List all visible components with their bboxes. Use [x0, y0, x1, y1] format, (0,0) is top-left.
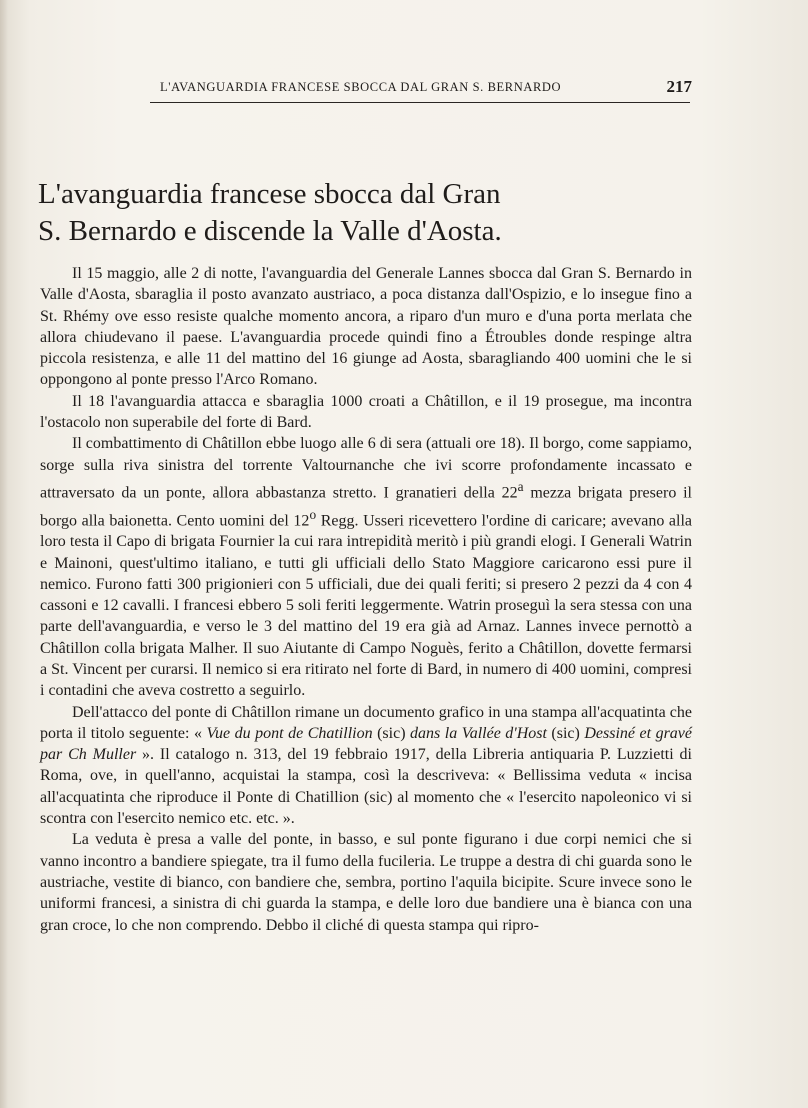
page-number: 217	[666, 77, 692, 96]
print-title-italic-3: Dessiné et gravé par Ch Muller	[40, 724, 693, 764]
running-title: L'AVANGUARDIA FRANCESE SBOCCA DAL GRAN S. BERNARDO	[160, 80, 562, 94]
superscript-o: o	[309, 506, 317, 522]
paragraph-1: Il 15 maggio, alle 2 di notte, l'avanguardia del Generale Lannes sbocca dal Gran S. Bernardo in Valle d'Aosta, sbaraglia il posto avanzato austriaco, a poca distanza dall'Ospizio, e lo insegue fino a St. Rhémy ove esso resiste qualche momento ancora, a riparo d'un muro e d'una porta merlata che allora chiudevano il paese. L'avanguardia procede quindi fino a Étroubles donde respinge altra piccola resistenza, e alle 11 del mattino del 16 giunge ad Aosta, sbaragliando 400 uomini che le si oppongono al ponte presso l'Arco Romano.	[40, 265, 692, 389]
header-rule	[150, 102, 690, 103]
page-gutter-shadow	[0, 0, 8, 1108]
print-title-italic-1: Vue du pont de Chatillion	[206, 724, 373, 742]
paragraph-3-part-c: Regg. Usseri ricevettero l'ordine di caricare; avevano alla loro testa il Capo di brigata Fournier la cui rara intrepidità meritò i più grandi elogi. I Generali Watrin e Mainoni, quest'ultimo italiano, e tutti gli ufficiali dello Stato Maggiore caricarono essi pure il nemico. Furono fatti 300 prigionieri con 5 ufficiali, due dei quali feriti; si presero 2 pezzi da 4 con 4 cassoni e 12 cavalli. I francesi ebbero 5 soli feriti leggermente. Watrin proseguì la sera stessa con una parte dell'avanguardia, e verso le 3 del mattino del 19 era già ad Arnaz. Lannes invece pernottò a Châtillon colla brigata Malher. Il suo Aiutante di Campo Noguès, ferito a Châtillon, dovette fermarsi a St. Vincent per curarsi. Il nemico si era ritirato nel forte di Bard, in numero di 400 uomini, compresi i contadini che aveva costretto a seguirlo.	[40, 511, 693, 700]
paragraph-4-part-a: Dell'attacco del ponte di Châtillon rimane un documento grafico in una stampa all'acquatinta che porta il titolo seguente: «	[40, 703, 692, 742]
paragraph-4-part-d: ». Il catalogo n. 313, del 19 febbraio 1917, della Libreria antiquaria P. Luzzietti di Roma, ove, in quell'anno, acquistai la stampa, così la descriveva: « Bellissima veduta « incisa all'acquatinta che riproduce il Ponte di Chatillion (sic) al momento che « l'esercito napoleonico vi si scontra con l'esercito nemico etc. etc. ».	[40, 746, 692, 828]
chapter-title	[38, 176, 678, 250]
chapter-title-line-2: S. Bernardo e discende la Valle d'Aosta.	[38, 215, 502, 247]
paragraph-4-part-c: (sic)	[546, 724, 585, 742]
paragraph-4-part-b: (sic)	[372, 724, 411, 742]
superscript-a: a	[517, 478, 524, 494]
chapter-title-line-1: L'avanguardia francese sbocca dal Gran	[38, 178, 501, 210]
paragraph-3-part-a: Il combattimento di Châtillon ebbe luogo alle 6 di sera (attuali ore 18). Il borgo, come sappiamo, sorge sulla riva sinistra del torrente Valtournanche che ivi scorre profondamente incassato e attraversato da un ponte, allora abbastanza stretto. I granatieri della 22	[40, 435, 692, 502]
print-title-italic-2: dans la Vallée d'Host	[410, 724, 547, 742]
paragraph-4	[40, 702, 692, 830]
paragraph-2: Il 18 l'avanguardia attacca e sbaraglia 1000 croati a Châtillon, e il 19 prosegue, ma incontra l'ostacolo non superabile del forte di Bard.	[40, 392, 692, 432]
paragraph-3	[40, 433, 692, 701]
paragraph-3-part-b: mezza brigata presero il borgo alla baionetta. Cento uomini del 12	[40, 484, 693, 529]
body-text	[40, 263, 692, 936]
running-head	[160, 77, 700, 102]
paragraph-5: La veduta è presa a valle del ponte, in basso, e sul ponte figurano i due corpi nemici che si vanno incontro a bandiere spiegate, tra il fumo della fucileria. Le truppe a destra di chi guarda sono le austriache, vestite di bianco, con bandiere che, sembra, portino l'aquila bicipite. Scure invece sono le uniformi francesi, a sinistra di chi guarda la stampa, e delle loro due bandiere una è bianca con una gran croce, lo che non comprendo. Debbo il cliché di questa stampa qui ripro-	[40, 831, 692, 934]
